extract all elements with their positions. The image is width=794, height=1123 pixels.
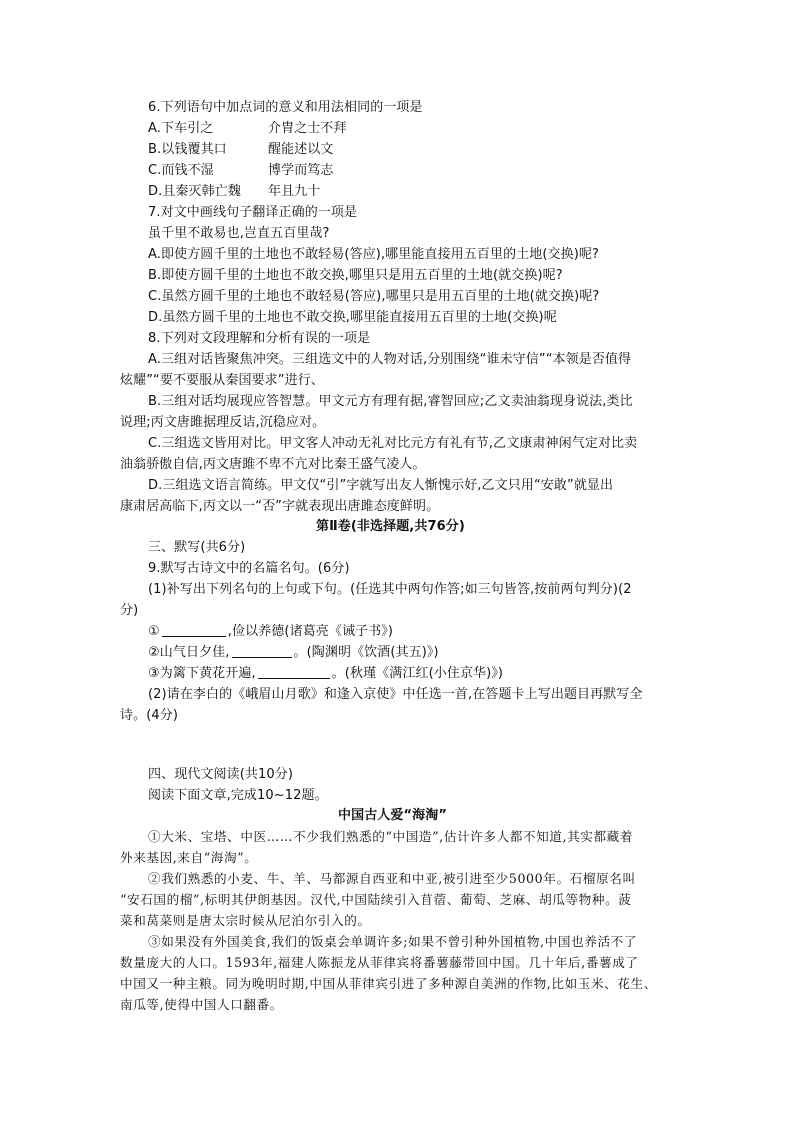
article-paragraph-line: ③如果没有外国美食,我们的饭桌会单调许多;如果不曾引种外国植物,中国也养活不了 [148, 934, 638, 949]
article-paragraph-line: 南瓜等,使得中国人口翻番。 [120, 997, 283, 1012]
q9-item-1-after: ,俭以养德(诸葛亮《诫子书》) [227, 624, 394, 639]
section4-instruction: 阅读下面文章,完成10~12题。 [148, 788, 328, 803]
q7-option-a: A.即使方圆千里的土地也不敢轻易(答应),哪里能直接用五百里的土地(交换)呢? [148, 247, 600, 262]
q6-option-d-letter: D. [148, 184, 163, 199]
section3-heading: 三、默写(共6分) [148, 540, 246, 555]
q9-blank-1[interactable] [162, 622, 226, 637]
q6-option-c-left: 而钱不湿 [161, 163, 214, 178]
q8-line: A.三组对话皆聚焦冲突。三组选文中的人物对话,分别围绕“谁未守信”“本领是否值得 [148, 352, 632, 367]
q9-item-1 [148, 622, 393, 642]
q9-sub1: (1)补写出下列名句的上句或下句。(任选其中两句作答;如三句皆答,按前两句判分)(2 [148, 582, 632, 597]
article-paragraph-line: 外来基因,来自“海淘”。 [120, 850, 258, 865]
q7-option-d: D.虽然方圆千里的土地也不敢交换,哪里能直接用五百里的土地(交换)呢 [148, 310, 557, 325]
q9-item-2-before: 山气日夕佳, [159, 645, 230, 660]
q6-option-a-right: 介胄之士不拜 [268, 121, 347, 136]
q6-option-c-right: 博学而笃志 [268, 163, 334, 178]
q6-option-a [148, 119, 213, 139]
q7-stem: 7.对文中画线句子翻译正确的一项是 [148, 205, 358, 220]
q8-line: D.三组选文语言简练。甲文仅“引”字就写出友人惭愧示好,乙文只用“安敢”就显出 [148, 478, 614, 493]
q9-item-3-before: 为篱下黄花开遍, [159, 666, 256, 681]
q6-option-b-letter: B. [148, 142, 162, 157]
q8-line: B.三组对话均展现应答智慧。甲文元方有理有据,睿智回应;乙文卖油翁现身说法,类比 [148, 394, 633, 409]
q6-option-a-left: 下车引之 [161, 121, 214, 136]
article-title: 中国古人爱“海淘” [338, 808, 447, 823]
article-paragraph-line: ①大米、宝塔、中医……不少我们熟悉的“中国造”,估计许多人都不知道,其实都藏着 [148, 829, 634, 844]
q9-stem: 9.默写古诗文中的名篇名句。(6分) [148, 561, 350, 576]
q6-option-d-left: 且秦灭韩亡魏 [162, 184, 241, 199]
q6-option-b [148, 140, 227, 160]
q8-line: 炫耀”“要不要服从秦国要求”进行、 [120, 373, 324, 388]
q7-sentence: 虽千里不敢易也,岂直五百里哉? [148, 226, 330, 241]
q6-option-a-letter: A. [148, 121, 161, 136]
q8-line: 油翁骄傲自信,丙文唐雎不卑不亢对比秦王盛气凌人。 [120, 457, 426, 472]
q9-blank-3[interactable] [258, 664, 330, 679]
q9-item-1-num: ① [148, 624, 160, 639]
article-paragraph-line: ②我们熟悉的小麦、牛、羊、马都源自西亚和中亚,被引进至少5000年。石榴原名叫 [148, 871, 636, 886]
q9-item-3-after: 。(秋瑾《满江红(小住京华)》) [331, 666, 504, 681]
q9-sub2: (2)请在李白的《峨眉山月歌》和逢入京使》中任选一首,在答题卡上写出题目再默写全 [148, 687, 643, 702]
q9-item-3 [148, 664, 503, 684]
q8-line: 康肃居高临下,丙文以一“否”字就表现出唐雎态度鲜明。 [120, 499, 440, 514]
q9-blank-2[interactable] [232, 643, 292, 658]
q9-item-2-after: 。(陶渊明《饮酒(其五)》) [293, 645, 439, 660]
article-paragraph-line: “安石国的榴”,标明其伊朗基因。汉代,中国陆续引入苜蓿、葡萄、芝麻、胡瓜等物种。菠 [120, 892, 632, 907]
q6-option-c-letter: C. [148, 163, 162, 178]
article-paragraph-line: 数量庞大的人口。1593年,福建人陈振龙从菲律宾将番薯藤带回中国。几十年后,番薯成了 [120, 955, 639, 970]
q9-sub1-cont: 分) [120, 603, 139, 618]
q6-option-b-right: 醒能述以文 [268, 142, 334, 157]
q9-item-2 [148, 643, 439, 663]
q6-stem: 6.下列语句中加点词的意义和用法相同的一项是 [148, 100, 423, 115]
article-paragraph-line: 中国又一种主粮。同为晚明时期,中国从菲律宾引进了多种源自美洲的作物,比如玉米、花生、 [120, 976, 657, 991]
q7-option-b: B.即使方圆千里的土地也不敢交换,哪里只是用五百里的土地(就交换)呢? [148, 268, 563, 283]
part2-title: 第Ⅱ卷(非选择题,共76分) [316, 519, 465, 534]
q6-option-b-left: 以钱覆其口 [161, 142, 227, 157]
q6-option-d [148, 182, 241, 202]
q7-option-c: C.虽然方圆千里的土地也不敢轻易(答应),哪里只是用五百里的土地(就交换)呢? [148, 289, 600, 304]
q9-item-3-num: ③ [148, 666, 160, 681]
article-paragraph-line: 菜和莴菜则是唐太宗时候从尼泊尔引入的。 [120, 913, 371, 928]
q9-sub2-cont: 诗。(4分) [120, 708, 179, 723]
section4-heading: 四、现代文阅读(共10分) [148, 767, 293, 782]
q8-stem: 8.下列对文段理解和分析有误的一项是 [148, 331, 371, 346]
q8-line: 说理;丙文唐雎据理反诘,沉稳应对。 [120, 415, 326, 430]
q9-item-2-num: ② [148, 645, 160, 660]
q6-option-d-right: 年且九十 [268, 184, 321, 199]
q6-option-c [148, 161, 214, 181]
q8-line: C.三组选文皆用对比。甲文客人冲动无礼对比元方有礼有节,乙文康肃神闲气定对比卖 [148, 436, 638, 451]
